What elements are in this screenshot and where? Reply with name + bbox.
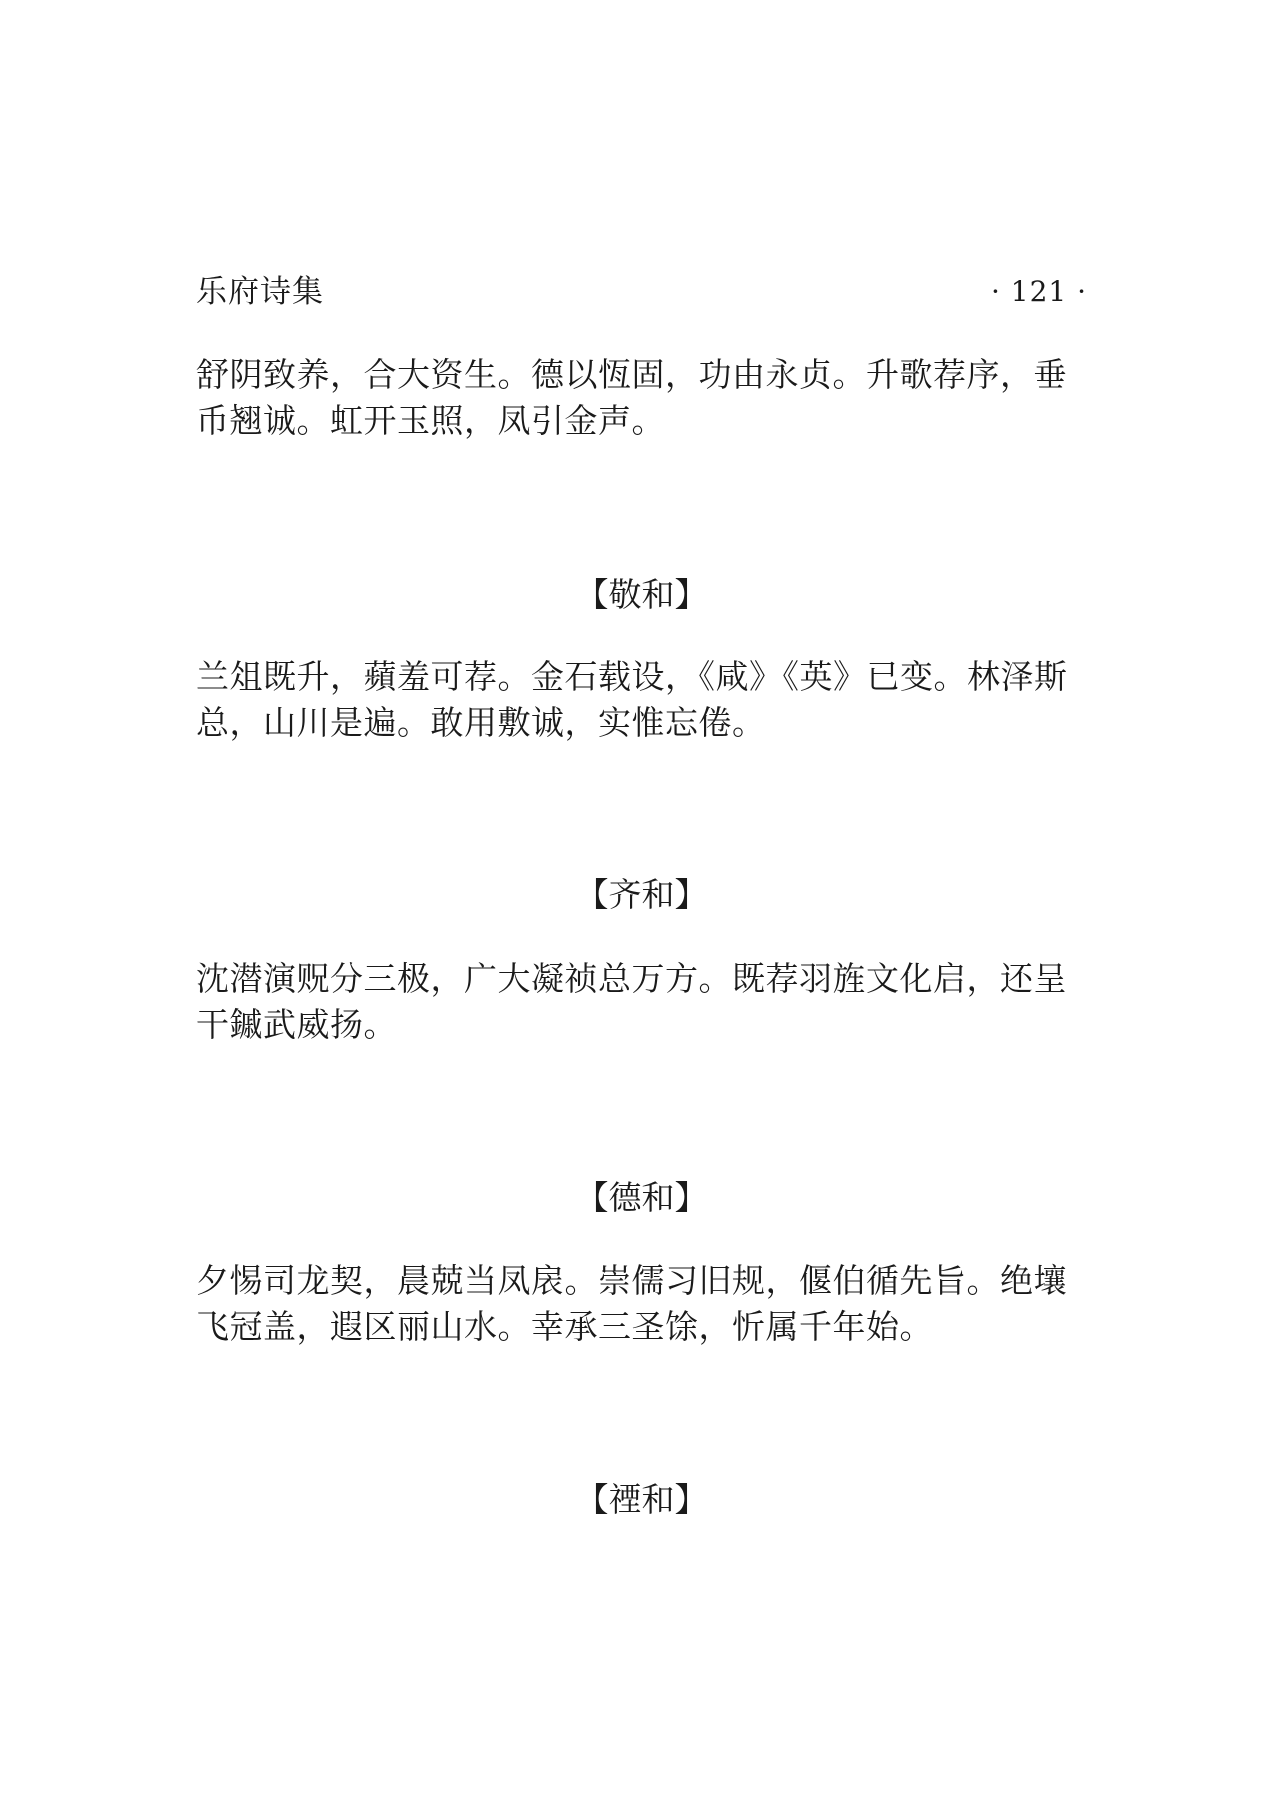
paragraph: 舒阴致养，合大资生。德以恆固，功由永贞。升歌荐序，垂币翘诚。虹开玉照，凤引金声。 [196,355,1067,440]
page-header [196,270,1087,314]
section-heading: 【德和】 [575,1178,708,1217]
paragraph: 兰俎既升，蘋羞可荐。金石载设，《咸》《英》已变。林泽斯总，山川是遍。敢用敷诚，实惟忘倦。 [196,657,1068,742]
section-heading: 【齐和】 [575,875,708,914]
page-number: · 121 · [990,275,1087,308]
paragraph: 夕惕司龙契，晨兢当凤扆。崇儒习旧规，偃伯循先旨。绝壤飞冠盖，遐区丽山水。幸承三圣馀，忻属千年始。 [196,1261,1067,1346]
section-heading: 【敬和】 [575,575,708,614]
paragraph: 沈潜演贶分三极，广大凝祯总万方。既荐羽旌文化启，还呈干鏚武威扬。 [196,959,1067,1044]
section-heading: 【禋和】 [575,1480,708,1519]
book-title: 乐府诗集 [196,274,324,310]
